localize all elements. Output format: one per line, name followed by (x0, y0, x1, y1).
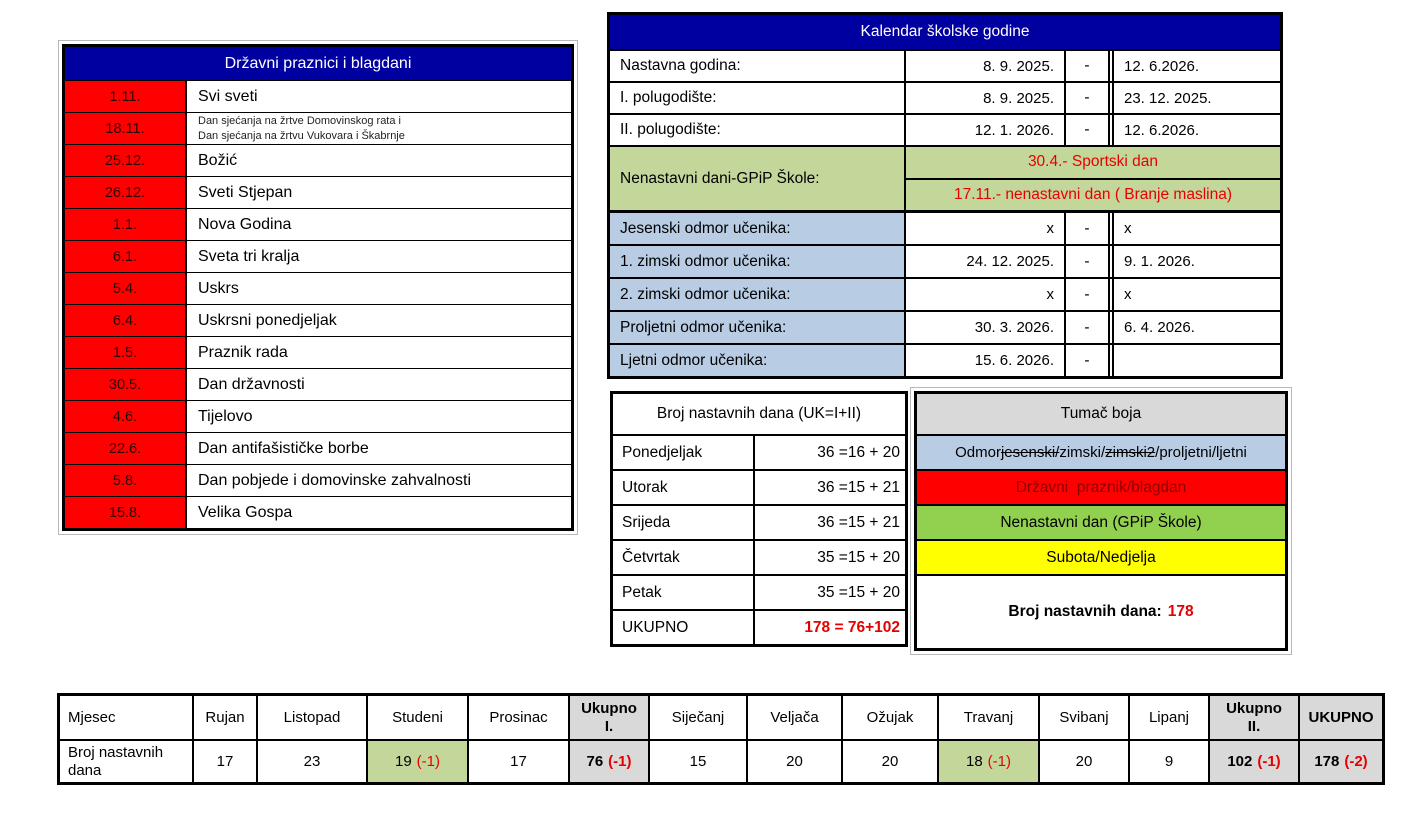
holiday-name: Nova Godina (198, 215, 292, 233)
term-label: I. polugodište: (610, 83, 904, 113)
month-column-header: Mjesec (68, 708, 116, 726)
break-label: Ljetni odmor učenika: (610, 345, 904, 376)
month-column-header: Prosinac (467, 696, 568, 739)
holiday-name: Uskrsni ponedjeljak (198, 311, 337, 329)
month-column-header: Siječanj (648, 696, 746, 739)
weekday-count: 36 =16 + 20 (753, 436, 905, 469)
holiday-name: Dan pobjede i domovinske zahvalnosti (198, 471, 472, 489)
break-end-date: x (1108, 279, 1280, 310)
table-row (65, 80, 571, 112)
holiday-date: 6.4. (65, 305, 187, 336)
table-row (613, 469, 905, 504)
legend-total-days (917, 574, 1285, 648)
months-values-row (60, 739, 1382, 782)
weekday-count: 35 =15 + 20 (753, 541, 905, 574)
table-row (65, 336, 571, 368)
subtotal-days-count: 76 (-1) (568, 741, 648, 782)
legend-text-struck: jesenski/ (1000, 444, 1060, 461)
holiday-date: 1.5. (65, 337, 187, 368)
holiday-date: 22.6. (65, 433, 187, 464)
table-row (65, 176, 571, 208)
term-label: II. polugodište: (610, 115, 904, 145)
holiday-name-line-2: Dan sjećanja na žrtvu Vukovara i Škabrnje (198, 129, 405, 142)
school-year-calendar-table (607, 12, 1283, 379)
table-row (613, 504, 905, 539)
holiday-date: 15.8. (65, 497, 187, 528)
holiday-date: 4.6. (65, 401, 187, 432)
table-row (610, 81, 1280, 113)
weekday-label: Utorak (622, 478, 668, 496)
holiday-date: 5.4. (65, 273, 187, 304)
holiday-name: Sveti Stjepan (198, 183, 293, 201)
table-row (610, 310, 1280, 343)
table-row (65, 304, 571, 336)
table-row (65, 144, 571, 176)
table-row (65, 240, 571, 272)
table-row (610, 343, 1280, 376)
break-start-date: 24. 12. 2025. (904, 246, 1064, 277)
legend-row-weekend: Subota/Nedjelja (917, 539, 1285, 574)
break-start-date: 15. 6. 2026. (904, 345, 1064, 376)
holiday-name: Tijelovo (198, 407, 253, 425)
weekday-count: 36 =15 + 21 (753, 506, 905, 539)
weekday-label: Petak (622, 583, 662, 601)
table-row (65, 496, 571, 528)
table-row (65, 368, 571, 400)
table-row (613, 574, 905, 609)
weekday-label: Ponedjeljak (622, 443, 703, 461)
holiday-date: 5.8. (65, 465, 187, 496)
break-label: 1. zimski odmor učenika: (610, 246, 904, 277)
term-end-date: 12. 6.2026. (1108, 115, 1280, 145)
break-label: 2. zimski odmor učenika: (610, 279, 904, 310)
term-end-date: 23. 12. 2025. (1108, 83, 1280, 113)
grand-total-days-count: 178 (-2) (1298, 741, 1382, 782)
total-days-label: Broj nastavnih dana: (1008, 603, 1162, 620)
holiday-date: 1.11. (65, 81, 187, 112)
month-days-count: 9 (1128, 741, 1208, 782)
term-start-date: 8. 9. 2025. (904, 51, 1064, 81)
month-days-count: 23 (256, 741, 366, 782)
month-days-count: 17 (192, 741, 256, 782)
legend-row-nonteaching: Nenastavni dan (GPiP Škole) (917, 504, 1285, 539)
table-row (613, 539, 905, 574)
break-end-date: x (1108, 213, 1280, 244)
holiday-name (187, 113, 571, 144)
weekday-label: Srijeda (622, 513, 671, 531)
legend-text: zimski/ (1059, 444, 1106, 461)
holiday-date: 18.11. (65, 113, 187, 144)
break-start-date: x (904, 279, 1064, 310)
legend-text: /proljetni/ljetni (1155, 444, 1247, 461)
legend-row-holiday: Državni praznik/blagdan (917, 469, 1285, 504)
month-days-count: 20 (746, 741, 841, 782)
color-legend-table (914, 391, 1288, 651)
total-days-value: 178 (1167, 603, 1194, 620)
month-column-header: Studeni (366, 696, 467, 739)
date-range-separator: - (1064, 279, 1108, 310)
teaching-days-table (610, 391, 908, 647)
holiday-name: Dan državnosti (198, 375, 305, 393)
weekday-count: 36 =15 + 21 (753, 471, 905, 504)
break-end-date: 6. 4. 2026. (1108, 312, 1280, 343)
holiday-date: 1.1. (65, 209, 187, 240)
month-column-header: Svibanj (1038, 696, 1128, 739)
nonteaching-day-entry: 30.4.- Sportski dan (906, 147, 1280, 178)
month-days-count: 19 (-1) (366, 741, 467, 782)
legend-text-struck: zimski2 (1105, 444, 1156, 461)
table-row (610, 244, 1280, 277)
subtotal-days-count: 102 (-1) (1208, 741, 1298, 782)
table-row (65, 464, 571, 496)
table-row (65, 112, 571, 144)
weekday-label: Četvrtak (622, 548, 680, 566)
table-row (65, 400, 571, 432)
month-column-header: Veljača (746, 696, 841, 739)
term-start-date: 12. 1. 2026. (904, 115, 1064, 145)
month-days-count: 18 (-1) (937, 741, 1038, 782)
table-row (610, 49, 1280, 81)
table-row (610, 211, 1280, 244)
legend-header: Tumač boja (917, 394, 1285, 434)
holiday-name: Praznik rada (198, 343, 288, 361)
month-column-header: Rujan (192, 696, 256, 739)
month-column-header: Listopad (256, 696, 366, 739)
holiday-date: 6.1. (65, 241, 187, 272)
table-row (610, 277, 1280, 310)
months-header-row (60, 696, 1382, 739)
table-row (65, 272, 571, 304)
legend-row-breaks (917, 434, 1285, 469)
holiday-name-line-1: Dan sjećanja na žrtve Domovinskog rata i (198, 114, 401, 127)
nonteaching-days-row (610, 145, 1280, 211)
month-column-header: Travanj (937, 696, 1038, 739)
holiday-name: Uskrs (198, 279, 239, 297)
break-end-date (1108, 345, 1280, 376)
table-row (613, 609, 905, 644)
calendar-table-title: Kalendar školske godine (610, 15, 1280, 49)
holiday-name: Božić (198, 151, 238, 169)
holiday-date: 25.12. (65, 145, 187, 176)
date-range-separator: - (1064, 51, 1108, 81)
nonteaching-day-entry: 17.11.- nenastavni dan ( Branje maslina) (906, 178, 1280, 211)
nonteaching-days-label: Nenastavni dani-GPiP Škole: (610, 147, 904, 210)
term-start-date: 8. 9. 2025. (904, 83, 1064, 113)
holiday-name: Dan antifašističke borbe (198, 439, 369, 457)
holiday-date: 30.5. (65, 369, 187, 400)
month-days-count: 17 (467, 741, 568, 782)
break-start-date: x (904, 213, 1064, 244)
holiday-name: Sveta tri kralja (198, 247, 300, 265)
date-range-separator: - (1064, 345, 1108, 376)
break-label: Jesenski odmor učenika: (610, 213, 904, 244)
month-days-count: 20 (841, 741, 937, 782)
break-start-date: 30. 3. 2026. (904, 312, 1064, 343)
subtotal-column-header: Ukupno II. (1208, 696, 1298, 739)
subtotal-column-header: Ukupno I. (568, 696, 648, 739)
values-row-label: Broj nastavnih dana (68, 743, 164, 779)
table-row (65, 432, 571, 464)
table-row (613, 434, 905, 469)
date-range-separator: - (1064, 213, 1108, 244)
teaching-days-header: Broj nastavnih dana (UK=I+II) (656, 405, 862, 422)
month-column-header: Lipanj (1128, 696, 1208, 739)
total-count: 178 = 76+102 (753, 611, 905, 644)
date-range-separator: - (1064, 246, 1108, 277)
nonteaching-days-values (904, 147, 1280, 210)
date-range-separator: - (1064, 115, 1108, 145)
term-label: Nastavna godina: (610, 51, 904, 81)
holiday-name: Velika Gospa (198, 503, 293, 521)
date-range-separator: - (1064, 312, 1108, 343)
total-label: UKUPNO (622, 618, 689, 636)
month-days-count: 15 (648, 741, 746, 782)
term-end-date: 12. 6.2026. (1108, 51, 1280, 81)
grand-total-column-header: UKUPNO (1298, 696, 1382, 739)
months-table (57, 693, 1385, 785)
break-label: Proljetni odmor učenika: (610, 312, 904, 343)
holiday-date: 26.12. (65, 177, 187, 208)
break-end-date: 9. 1. 2026. (1108, 246, 1280, 277)
weekday-count: 35 =15 + 20 (753, 576, 905, 609)
holidays-table-title: Državni praznici i blagdani (65, 47, 571, 80)
date-range-separator: - (1064, 83, 1108, 113)
table-row (610, 113, 1280, 145)
holidays-table (62, 44, 574, 531)
month-column-header: Ožujak (841, 696, 937, 739)
holiday-name: Svi sveti (198, 87, 258, 105)
legend-text: Odmor (955, 444, 1001, 461)
month-days-count: 20 (1038, 741, 1128, 782)
table-row (65, 208, 571, 240)
